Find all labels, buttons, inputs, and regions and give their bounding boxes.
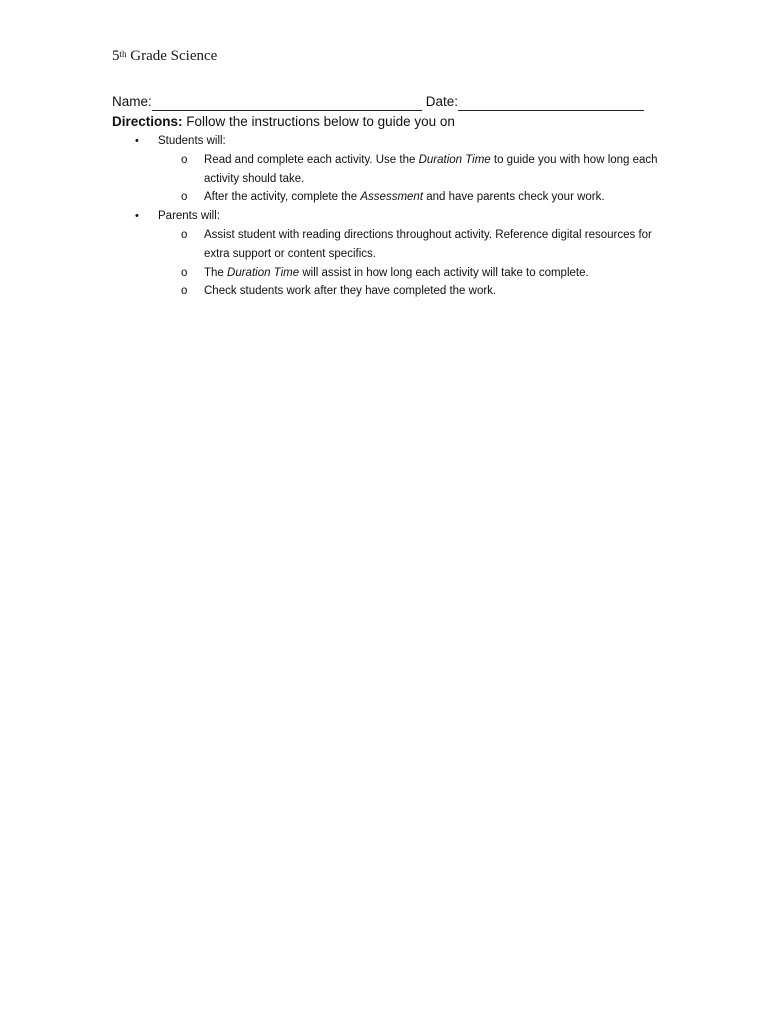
item-text: Read and complete each activity. Use the	[204, 153, 419, 166]
item-text: to guide you with how long each activity should take.	[204, 153, 658, 185]
name-blank-line	[152, 96, 422, 111]
sub-bullet-icon: o	[181, 228, 188, 241]
sub-bullet-icon: o	[181, 285, 188, 298]
subject-title: Grade Science	[130, 48, 218, 64]
page-header	[112, 46, 217, 66]
list-item	[112, 282, 664, 301]
grade-number: 5	[112, 48, 120, 64]
name-label: Name:	[112, 94, 152, 109]
sub-bullet-icon: o	[181, 191, 188, 204]
instructions-list	[112, 132, 672, 301]
item-text: After the activity, complete the	[204, 191, 361, 204]
sub-bullet-icon: o	[181, 266, 188, 279]
directions-text: Follow the instructions below to guide you on	[186, 114, 455, 129]
list-item	[112, 226, 664, 264]
parents-label: Parents will:	[158, 210, 220, 223]
item-text: The	[204, 266, 228, 279]
item-emphasis: Duration Time	[227, 266, 300, 279]
item-emphasis: Duration Time	[418, 153, 491, 166]
directions-label: Directions:	[112, 114, 183, 129]
grade-suffix: th	[119, 49, 127, 59]
item-text: Assist student with reading directions throughout activity. Reference digital resources for extra support or content specifics.	[204, 228, 652, 260]
bullet-icon: •	[135, 135, 139, 147]
date-blank-line	[458, 96, 644, 111]
bullet-icon: •	[135, 210, 139, 223]
item-emphasis: Assessment	[360, 191, 424, 204]
sub-bullet-icon: o	[181, 153, 188, 166]
list-item	[112, 151, 664, 189]
directions	[112, 113, 455, 131]
list-item	[112, 188, 664, 207]
item-text: and have parents check your work.	[423, 191, 605, 204]
students-section	[112, 132, 672, 207]
list-item	[112, 264, 664, 283]
date-label: Date:	[425, 94, 459, 109]
item-text: Check students work after they have completed the work.	[204, 285, 497, 298]
parents-section	[112, 207, 672, 301]
name-date-row	[112, 93, 652, 111]
item-text: will assist in how long each activity will take to complete.	[299, 266, 589, 279]
students-label: Students will:	[158, 135, 226, 147]
